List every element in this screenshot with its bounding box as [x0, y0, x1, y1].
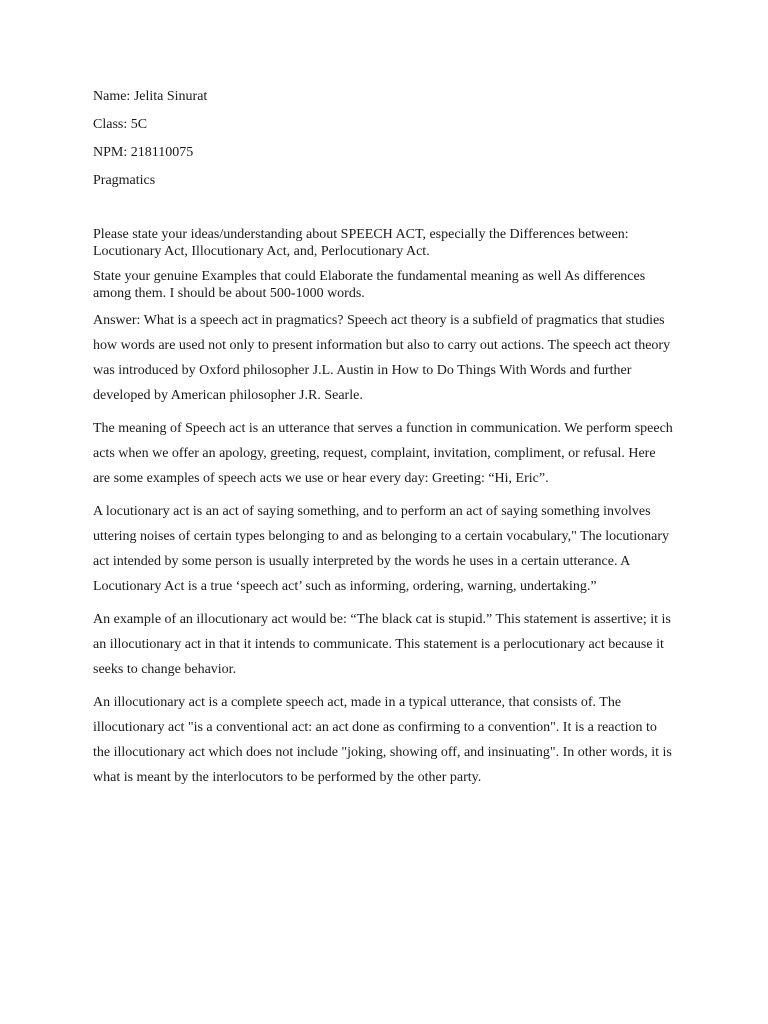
document-content [93, 88, 673, 790]
assignment-question-2: State your genuine Examples that could Elaborate the fundamental meaning as well As differences among them. I should be about 500-1000 words. [93, 269, 646, 301]
answer-paragraph-intro: Answer: What is a speech act in pragmatics? Speech act theory is a subfield of pragmatics that studies how words are used not only to present information but also to carry out actions. The speech act theory was introduced by Oxford philosopher J.L. Austin in How to Do Things With Words and further developed by American philosopher J.R. Searle. [93, 313, 671, 403]
student-name: Name: Jelita Sinurat [93, 89, 208, 104]
paragraph-locutionary-act: A locutionary act is an act of saying something, and to perform an act of saying something involves uttering noises of certain types belonging to and as belonging to a certain vocabulary," The locutionary act intended by some person is usually interpreted by the words he uses in a certain utterance. A Locutionary Act is a true ‘speech act’ such as informing, ordering, warning, undertaking.” [93, 504, 670, 594]
student-npm: NPM: 218110075 [93, 145, 194, 160]
course-title: Pragmatics [93, 173, 156, 188]
paragraph-speech-act-meaning: The meaning of Speech act is an utterance that serves a function in communication. We perform speech acts when we offer an apology, greeting, request, complaint, invitation, compliment, or refusal. Here are some examples of speech acts we use or hear every day: Greeting: “Hi, Eric”. [93, 421, 673, 486]
paragraph-illocutionary-definition: An illocutionary act is a complete speech act, made in a typical utterance, that consists of. The illocutionary act "is a conventional act: an act done as confirming to a convention". It is a reaction to the illocutionary act which does not include "joking, showing off, and insinuating". In other words, it is what is meant by the interlocutors to be performed by the other party. [93, 695, 672, 785]
student-class: Class: 5C [93, 117, 148, 132]
assignment-question-1: Please state your ideas/understanding about SPEECH ACT, especially the Differences between: Locutionary Act, Illocutionary Act, and, Perlocutionary Act. [93, 227, 629, 259]
paragraph-illocutionary-example: An example of an illocutionary act would be: “The black cat is stupid.” This statement is assertive; it is an illocutionary act in that it intends to communicate. This statement is a perlocutionary act because it seeks to change behavior. [93, 612, 671, 677]
